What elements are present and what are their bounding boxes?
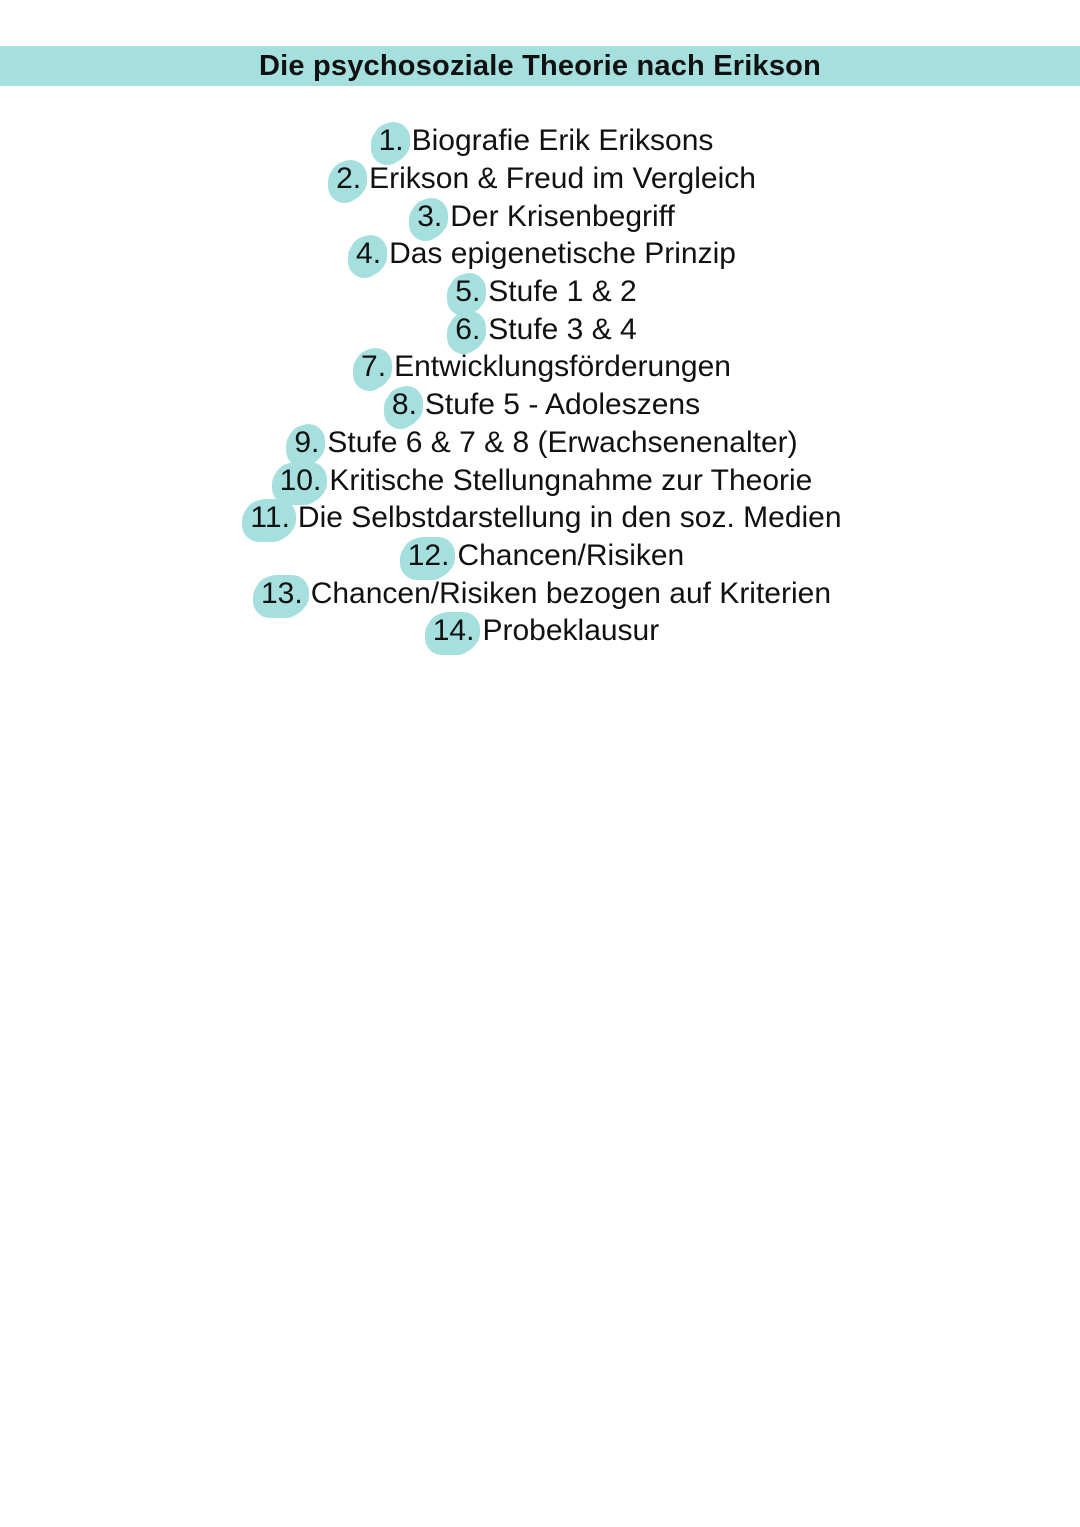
page-title: Die psychosoziale Theorie nach Erikson — [259, 49, 821, 82]
toc-item-label: Erikson & Freud im Vergleich — [369, 162, 756, 196]
toc-item — [0, 574, 1080, 612]
toc-item-number: 12. — [407, 538, 450, 572]
toc-item-number: 10. — [279, 463, 322, 497]
toc-item — [0, 424, 1080, 462]
toc-item — [0, 461, 1080, 499]
toc-item — [0, 612, 1080, 650]
toc-item-label: Das epigenetische Prinzip — [389, 237, 736, 271]
toc-item-number: 11. — [250, 501, 290, 535]
toc-item-label: Stufe 5 - Adoleszens — [424, 388, 701, 422]
toc-item-number: 7. — [361, 350, 387, 384]
toc-item-label: Chancen/Risiken — [457, 538, 685, 572]
toc-item — [0, 386, 1080, 424]
toc-item — [0, 197, 1080, 235]
toc-item-label: Biografie Erik Eriksons — [411, 124, 714, 158]
toc-item-number: 5. — [455, 275, 481, 309]
toc-item-number: 14. — [432, 614, 475, 648]
toc-item-label: Probeklausur — [482, 614, 660, 648]
toc-item-number: 2. — [336, 162, 362, 196]
toc-item-number: 6. — [455, 312, 481, 346]
toc-item-label: Stufe 3 & 4 — [488, 312, 637, 346]
toc-item-number: 13. — [260, 576, 303, 610]
toc-item — [0, 273, 1080, 311]
table-of-contents — [0, 122, 1080, 650]
toc-item-number: 1. — [378, 124, 404, 158]
toc-item-label: Stufe 1 & 2 — [488, 275, 637, 309]
toc-item-number: 9. — [294, 425, 320, 459]
toc-item — [0, 122, 1080, 160]
toc-item-label: Entwicklungsförderungen — [394, 350, 731, 384]
toc-item-label: Stufe 6 & 7 & 8 (Erwachsenenalter) — [327, 425, 798, 459]
title-bar — [0, 46, 1080, 86]
toc-item-number: 8. — [391, 388, 417, 422]
toc-item-label: Die Selbstdarstellung in den soz. Medien — [297, 501, 842, 535]
toc-item-number: 4. — [356, 237, 382, 271]
toc-item — [0, 235, 1080, 273]
toc-item-label: Chancen/Risiken bezogen auf Kriterien — [310, 576, 832, 610]
toc-item-label: Der Krisenbegriff — [450, 199, 675, 233]
toc-item-label: Kritische Stellungnahme zur Theorie — [329, 463, 813, 497]
toc-item — [0, 348, 1080, 386]
toc-item — [0, 160, 1080, 198]
toc-item-number: 3. — [417, 199, 443, 233]
toc-item — [0, 537, 1080, 575]
toc-item — [0, 310, 1080, 348]
toc-item — [0, 499, 1080, 537]
